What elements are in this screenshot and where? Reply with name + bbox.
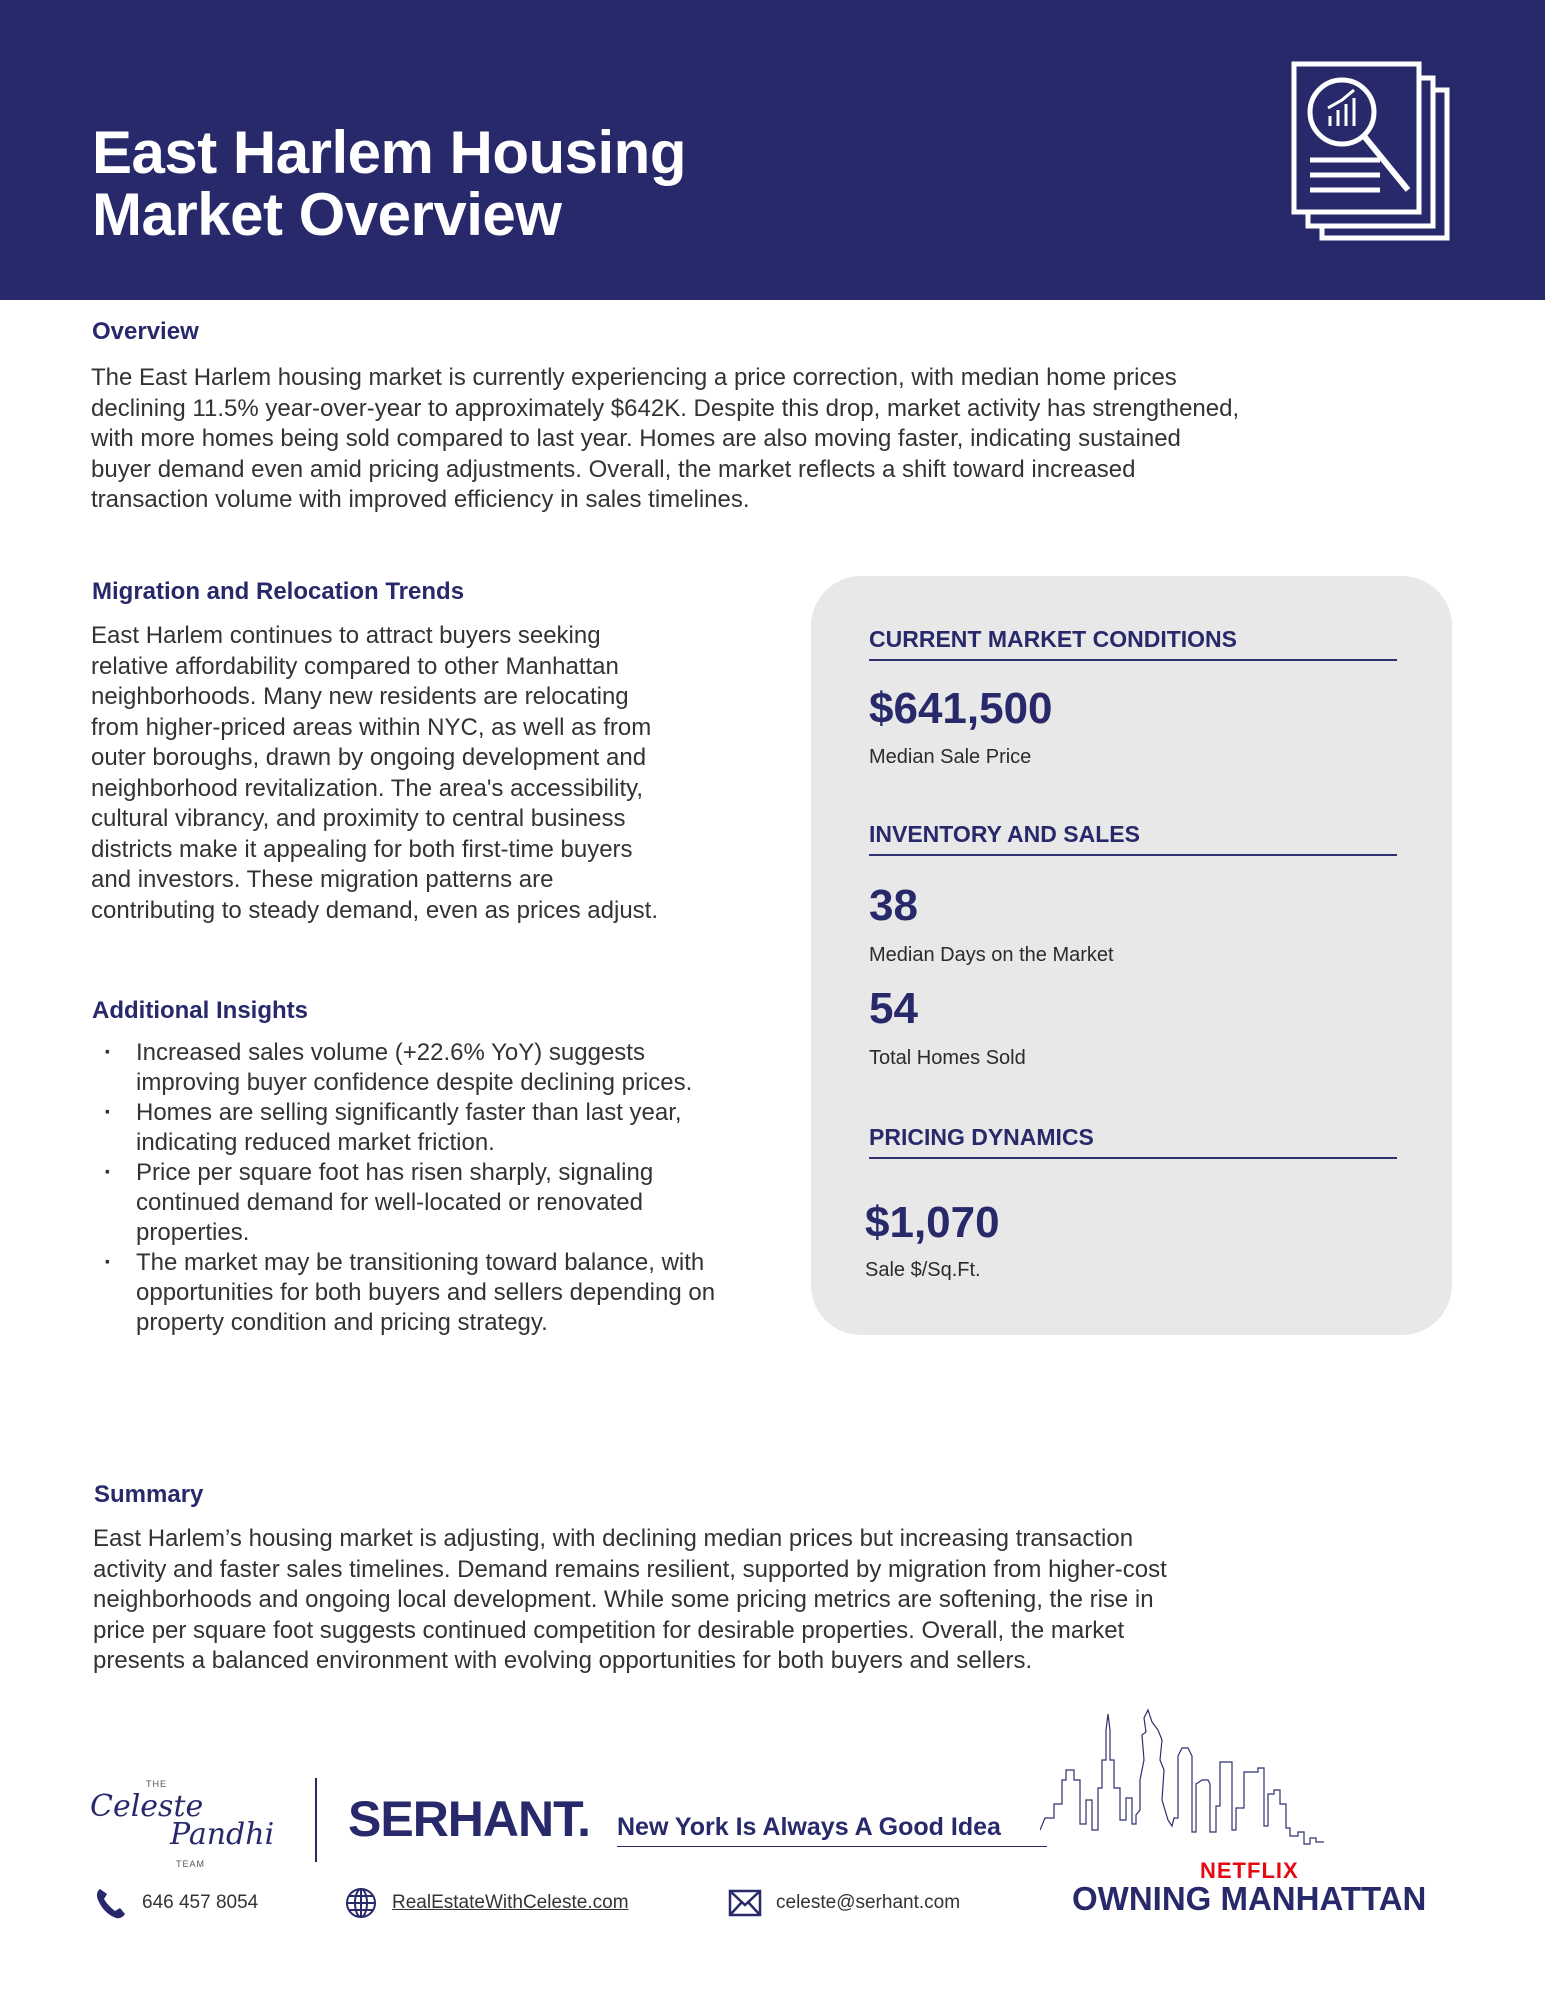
list-item: · Homes are selling significantly faster than last year, indicating reduced market friction.: [92, 1098, 732, 1158]
phone-number: 646 457 8054: [142, 1892, 259, 1913]
text-line: buyer demand even amid pricing adjustments. Overall, the market reflects a shift toward increased: [91, 455, 1136, 483]
website-link[interactable]: RealEstateWithCeleste.com: [392, 1892, 629, 1913]
text-line: East Harlem continues to attract buyers seeking: [91, 622, 601, 649]
page-title: [92, 119, 686, 248]
text-line: price per square foot suggests continued competition for desirable properties. Overall, the market: [93, 1616, 1125, 1644]
text-line: from higher-priced areas within NYC, as well as from: [91, 713, 652, 741]
logo-the: THE: [146, 1779, 167, 1789]
owning-manhattan-logo: OWNING MANHATTAN: [1072, 1880, 1427, 1917]
header-banner: [0, 0, 1545, 300]
netflix-logo: NETFLIX: [1200, 1858, 1299, 1883]
insights-list: [92, 1038, 732, 1338]
price-per-sqft-value: $1,070: [865, 1198, 1000, 1247]
list-item: · Increased sales volume (+22.6% YoY) suggests improving buyer confidence despite declining prices.: [92, 1038, 732, 1098]
text-line: transaction volume with improved efficiency in sales timelines.: [91, 486, 750, 513]
inventory-and-sales-heading: INVENTORY AND SALES: [869, 821, 1397, 856]
contact-email[interactable]: [728, 1886, 960, 1920]
list-item: · The market may be transitioning toward balance, with opportunities for both buyers and sellers depending on property condition and pricing strategy.: [92, 1248, 732, 1338]
footer-divider: [315, 1778, 317, 1862]
list-item: · Price per square foot has risen sharply, signaling continued demand for well-located or renovated properties.: [92, 1158, 732, 1248]
migration-heading: Migration and Relocation Trends: [92, 578, 465, 605]
homes-sold-label: Total Homes Sold: [869, 1047, 1026, 1069]
homes-sold-value: 54: [869, 984, 918, 1033]
nyc-skyline-illustration: [1040, 1700, 1460, 1860]
text-line: relative affordability compared to other Manhattan: [91, 652, 619, 680]
text-line: districts make it appealing for both first-time buyers: [91, 835, 633, 863]
serhant-logo: SERHANT.: [348, 1791, 591, 1847]
market-stats-card: [811, 576, 1452, 1335]
phone-icon: [94, 1886, 128, 1920]
text-line: activity and faster sales timelines. Demand remains resilient, supported by migration from higher-cost: [93, 1555, 1167, 1583]
email-address: celeste@serhant.com: [776, 1892, 961, 1913]
text-line: cultural vibrancy, and proximity to central business: [91, 805, 626, 832]
globe-icon: [344, 1886, 378, 1920]
text-line: East Harlem’s housing market is adjusting, with declining median prices but increasing transaction: [93, 1525, 1134, 1552]
median-sale-price-value: $641,500: [869, 684, 1053, 733]
text-line: neighborhood revitalization. The area's accessibility,: [91, 774, 643, 802]
logo-team: TEAM: [176, 1859, 206, 1869]
text-line: neighborhoods and ongoing local development. While some pricing metrics are softening, the rise in: [93, 1586, 1154, 1613]
median-days-label: Median Days on the Market: [869, 944, 1114, 966]
logo-first-name: Celeste: [90, 1789, 204, 1824]
median-days-value: 38: [869, 881, 918, 930]
report-magnifier-icon: [1290, 60, 1460, 245]
price-per-sqft-label: Sale $/Sq.Ft.: [865, 1259, 981, 1281]
text-line: The East Harlem housing market is currently experiencing a price correction, with median home prices: [91, 364, 1177, 391]
text-line: neighborhoods. Many new residents are relocating: [91, 683, 629, 710]
current-market-conditions-heading: CURRENT MARKET CONDITIONS: [869, 626, 1397, 661]
overview-paragraph: [91, 363, 1471, 516]
text-line: with more homes being sold compared to last year. Homes are also moving faster, indicating sustained: [91, 425, 1181, 452]
contact-website[interactable]: [344, 1886, 629, 1920]
text-line: presents a balanced environment with evolving opportunities for both buyers and sellers.: [93, 1647, 1033, 1674]
text-line: outer boroughs, drawn by ongoing development and: [91, 744, 647, 771]
contact-phone[interactable]: [94, 1886, 258, 1920]
insights-heading: Additional Insights: [92, 997, 308, 1024]
celeste-pandhi-team-logo: [90, 1775, 290, 1875]
page-title-line2: Market Overview: [92, 181, 562, 248]
envelope-icon: [728, 1886, 762, 1920]
pricing-dynamics-heading: PRICING DYNAMICS: [869, 1124, 1397, 1159]
text-line: and investors. These migration patterns are: [91, 866, 554, 893]
page-title-line1: East Harlem Housing: [92, 119, 686, 186]
text-line: declining 11.5% year-over-year to approximately $642K. Despite this drop, market activity has strengthened,: [91, 394, 1240, 422]
summary-heading: Summary: [94, 1481, 204, 1508]
text-line: contributing to steady demand, even as prices adjust.: [91, 896, 658, 924]
overview-heading: Overview: [92, 318, 199, 345]
tagline: New York Is Always A Good Idea: [617, 1813, 1047, 1847]
migration-paragraph: [91, 621, 791, 926]
summary-paragraph: [93, 1524, 1483, 1677]
logo-last-name: Pandhi: [170, 1817, 275, 1852]
median-sale-price-label: Median Sale Price: [869, 746, 1032, 768]
